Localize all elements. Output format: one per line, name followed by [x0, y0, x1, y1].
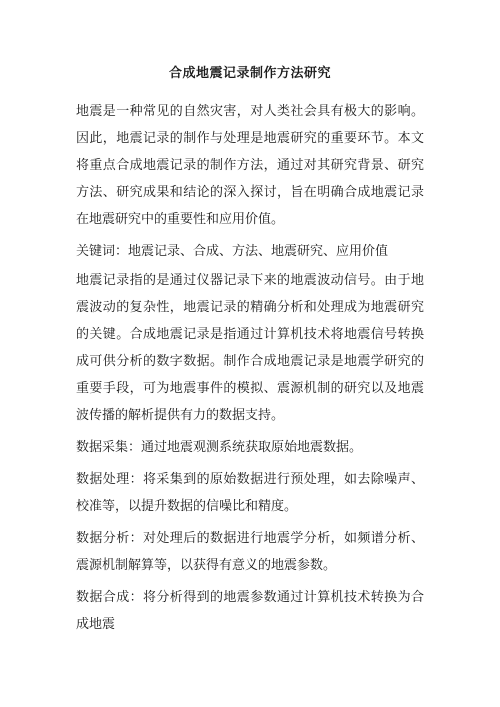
- paragraph-abstract: 地震是一种常见的自然灾害，对人类社会具有极大的影响。因此，地震记录的制作与处理是地震研究的重要环节。本文将重点合成地震记录的制作方法，通过对其研究背景、研究方法、研究成果和结论的深入探讨，旨在明确合成地震记录在地震研究中的重要性和应用价值。: [76, 104, 424, 227]
- paragraph-data-synthesis: 数据合成：将分析得到的地震参数通过计算机技术转换为合成地震: [76, 590, 424, 632]
- paragraph-intro: 地震记录指的是通过仪器记录下来的地震波动信号。由于地震波动的复杂性，地震记录的精确分析和处理成为地震研究的关键。合成地震记录是指通过计算机技术将地震信号转换成可供分析的数字数据。制作合成地震记录是地震学研究的重要手段，可为地震事件的模拟、震源机制的研究以及地震波传播的解析提供有力的数据支持。: [76, 273, 424, 423]
- paragraph-data-analysis: 数据分析：对处理后的数据进行地震学分析，如频谱分析、震源机制解算等，以获得有意义的地震参数。: [76, 531, 424, 573]
- paragraph-keywords: 关键词：地震记录、合成、方法、地震研究、应用价值: [76, 244, 389, 259]
- paragraph-data-collection: 数据采集：通过地震观测系统获取原始地震数据。: [76, 440, 363, 455]
- document-title: 合成地震记录制作方法研究: [168, 66, 331, 81]
- paragraph-data-processing: 数据处理：将采集到的原始数据进行预处理，如去除噪声、校准等，以提升数据的信噪比和精度。: [76, 472, 424, 514]
